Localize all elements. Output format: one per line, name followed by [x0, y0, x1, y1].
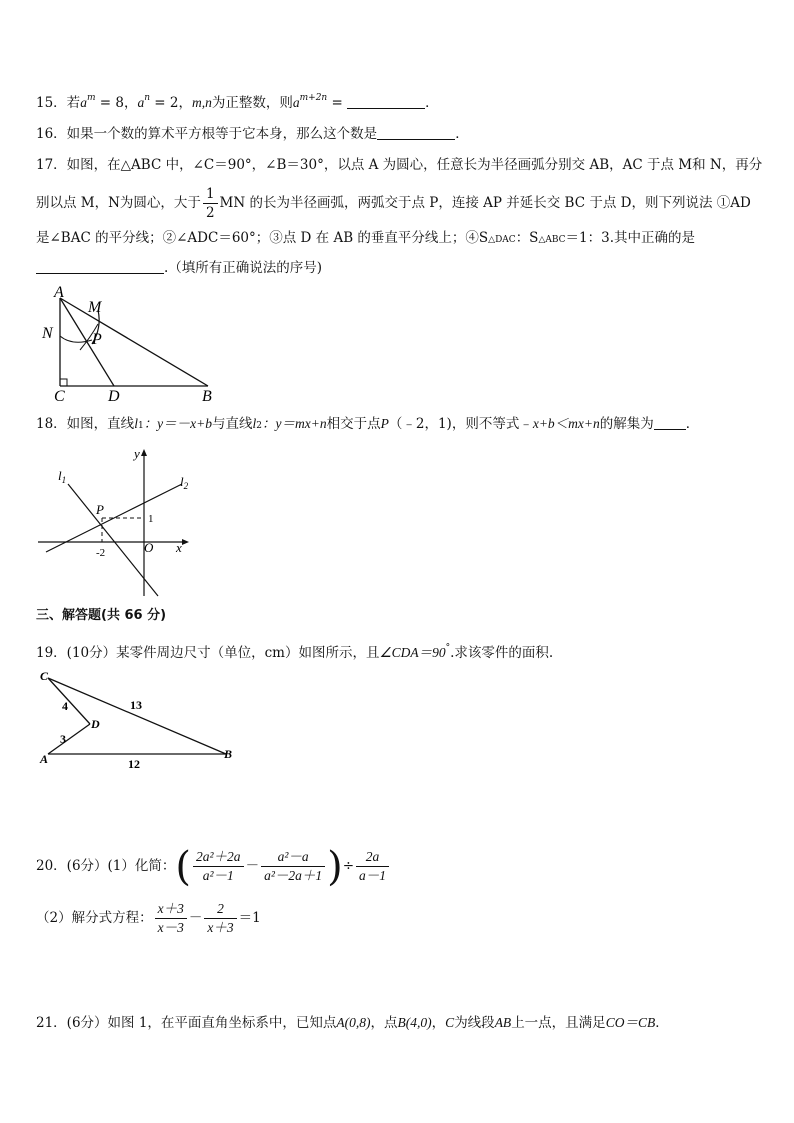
q20-f1-den: a²－1 — [202, 868, 234, 883]
q18-number: 18．如图，直线 — [36, 416, 135, 432]
q15-vars: m,n — [192, 95, 212, 110]
q16-text: 16．如果一个数的算术平方根等于它本身，那么这个数是 — [36, 126, 378, 142]
q18-inequality: x+b＜mx+n — [532, 416, 600, 431]
q18-tail: ． — [685, 416, 700, 432]
q20-eq-fraction-1 — [155, 900, 187, 937]
q18-end: 的解集为 — [599, 416, 654, 432]
q20-g2-num: 2 — [204, 900, 236, 919]
q17-sub-dac: △DAC — [488, 235, 516, 245]
q17-label-m: M — [88, 299, 102, 316]
q20-g2-den: x＋3 — [207, 920, 234, 935]
q15-mid: 为正整数，则 — [211, 95, 293, 111]
question-17-line4 — [36, 258, 322, 278]
section-3-title — [36, 606, 166, 626]
q17-label-n: N — [42, 325, 53, 342]
q15-number: 15．若 — [36, 95, 81, 111]
q15-eq2: = 2， — [150, 95, 192, 111]
q19-label-da: 3 — [60, 732, 66, 746]
q19-end: .求该零件的面积. — [450, 645, 554, 661]
q19-side-cb — [48, 678, 226, 754]
q19-text: 19．(10分）某零件周边尺寸（单位，cm）如图所示，且 — [36, 645, 380, 661]
q17-line1: 17．如图，在△ABC 中，∠C＝90°，∠B＝30°，以点 A 为圆心，任意长为半径画弧分别交 AB，AC 于点 M和 N，再分 — [36, 157, 763, 173]
q18-y-arrow — [141, 449, 147, 456]
question-17-line2 — [36, 185, 751, 222]
q18-x-arrow — [182, 539, 189, 545]
q20-minus: － — [245, 858, 260, 874]
q17-line3b: ：S — [515, 230, 539, 246]
q18-l2-sub: 2 — [256, 421, 263, 431]
q16-end: ． — [455, 126, 469, 142]
q17-frac-num: 1 — [203, 185, 218, 204]
q18-point-coords: （﹣2，1)，则不等式﹣ — [388, 416, 533, 432]
q15-base-a1: a — [80, 95, 87, 110]
q18-label-one: 1 — [148, 513, 154, 525]
q17-frac-den: 2 — [205, 205, 215, 221]
q15-exp-n: n — [144, 93, 151, 103]
q17-label-c: C — [54, 388, 65, 404]
q21-equation: CO＝CB — [605, 1015, 656, 1030]
question-20-part2: （2）解分式方程： $\frac{x+3}{x-3}$ － $\frac{2}{x+3}$ ＝1 — [36, 901, 261, 935]
q15-eq3: = — [327, 95, 348, 111]
q20-fraction-1 — [193, 848, 244, 885]
q20-fraction-3 — [356, 848, 389, 885]
q15-base-a2: a — [137, 95, 145, 110]
q15-answer-blank[interactable] — [347, 94, 425, 109]
q20-g1-den: x－3 — [157, 920, 184, 935]
q19-angle: ∠CDA＝90 — [379, 645, 446, 660]
q21-segment-ab: AB — [494, 1015, 512, 1030]
q18-label-p: P — [96, 502, 104, 517]
q18-l2: l — [252, 416, 257, 431]
q21-mid3: 为线段 — [454, 1015, 495, 1031]
q17-triangle-figure — [36, 284, 226, 404]
question-15 — [36, 88, 439, 113]
q17-line2b: MN 的长为半径画弧，两弧交于点 P，连接 AP 并延长交 BC 于点 D，则下列说法 ①AD — [219, 195, 751, 211]
q15-end: ． — [425, 95, 439, 111]
q17-label-p: P — [92, 331, 102, 348]
q19-side-da — [48, 724, 90, 754]
q18-label-l2-letter: l — [180, 474, 184, 489]
q18-label-y: y — [134, 446, 140, 461]
question-17-line1 — [36, 155, 762, 175]
q21-point-a: A(0,8) — [336, 1015, 371, 1030]
q17-sub-abc: △ABC — [538, 235, 566, 245]
q20-part1-text: 20．(6分）(1）化简： — [36, 858, 176, 874]
q19-label-ab: 12 — [128, 757, 140, 771]
q17-label-a: A — [54, 284, 64, 301]
q16-answer-blank[interactable] — [377, 125, 455, 140]
q18-eq2: ：y＝mx+n — [262, 416, 327, 431]
q19-part-figure — [36, 666, 246, 774]
question-16 — [36, 124, 469, 144]
q17-fraction — [203, 185, 218, 222]
q17-right-angle-mark — [60, 379, 67, 386]
q21-mid: ，点 — [370, 1015, 398, 1031]
q17-line3: 是∠BAC 的平分线；②∠ADC＝60°；③点 D 在 AB 的垂直平分线上；④S — [36, 230, 489, 246]
q19-degree: ° — [445, 643, 451, 653]
q20-part2-text: （2）解分式方程： — [36, 910, 153, 926]
q15-exp-m2n: m+2n — [299, 93, 328, 103]
q17-line3c: ＝1：3.其中正确的是 — [565, 230, 696, 246]
q20-eq-fraction-2 — [204, 900, 236, 937]
q18-point-p: P — [380, 416, 389, 431]
q17-answer-blank[interactable] — [36, 259, 164, 274]
q18-label-o: O — [144, 540, 154, 555]
q21-mid4: 上一点，且满足 — [511, 1015, 606, 1031]
question-20-part1 — [36, 843, 391, 889]
q18-graph-figure — [36, 446, 206, 598]
q18-label-l1-letter: l — [58, 468, 62, 483]
q15-eq1: = 8， — [95, 95, 138, 111]
q17-label-b: B — [202, 388, 212, 404]
q21-text: 21．(6分）如图 1，在平面直角坐标系中，已知点 — [36, 1015, 337, 1031]
q20-divide: ÷ — [342, 858, 355, 874]
q17-segment-ad — [60, 298, 114, 386]
q18-label-l1-sub: 1 — [61, 475, 67, 485]
q20-right-paren: ) — [327, 843, 343, 890]
q15-exp-m: m — [86, 93, 96, 103]
q18-answer-blank[interactable] — [654, 415, 686, 430]
q18-eq1: ：y＝－x+b — [143, 416, 213, 431]
q20-rhs: ＝1 — [238, 910, 261, 926]
q20-f1-num: 2a²＋2a — [193, 848, 244, 867]
q15-base-a3: a — [292, 95, 300, 110]
q18-label-l2 — [180, 474, 189, 491]
q18-label-l2-sub: 2 — [183, 481, 189, 491]
q19-label-d: D — [91, 717, 100, 731]
q21-point-b: B(4,0) — [397, 1015, 432, 1030]
q20-f3-num: 2a — [356, 848, 389, 867]
q19-label-b: B — [224, 747, 233, 761]
q18-mid: 与直线 — [212, 416, 253, 432]
q20-fraction-2 — [261, 848, 325, 885]
q21-point-c: C — [445, 1015, 455, 1030]
q20-f2-den: a²－2a＋1 — [264, 868, 323, 883]
question-18 — [36, 414, 699, 436]
q17-label-d: D — [108, 388, 120, 404]
q18-mid2: 相交于点 — [326, 416, 381, 432]
q19-side-cd — [48, 678, 90, 724]
section-3-title-text: 三、解答题(共 66 分) — [36, 608, 167, 623]
q18-l1-sub: 1 — [137, 421, 144, 431]
q18-label-x: x — [176, 540, 182, 555]
q20-g1-num: x＋3 — [155, 900, 187, 919]
q20-f2-num: a²－a — [261, 848, 325, 867]
q20-left-paren: ( — [175, 843, 191, 890]
question-19 — [36, 638, 553, 663]
question-21 — [36, 1013, 669, 1033]
q19-label-a: A — [40, 752, 49, 766]
q18-label-l1 — [58, 468, 66, 485]
q19-label-cd: 4 — [62, 699, 68, 713]
q18-l1: l — [134, 416, 138, 431]
q17-line4: .（填所有正确说法的序号) — [164, 260, 323, 276]
q20-f3-den: a－1 — [359, 868, 387, 883]
question-17-line3 — [36, 228, 695, 250]
q21-mid2: ， — [431, 1015, 446, 1031]
q21-end: ． — [655, 1015, 669, 1031]
q17-line2a: 别以点 M，N为圆心，大于 — [36, 195, 201, 211]
q18-label-neg2: -2 — [96, 547, 106, 559]
q19-label-cb: 13 — [130, 698, 142, 712]
q19-label-c: C — [40, 669, 49, 683]
